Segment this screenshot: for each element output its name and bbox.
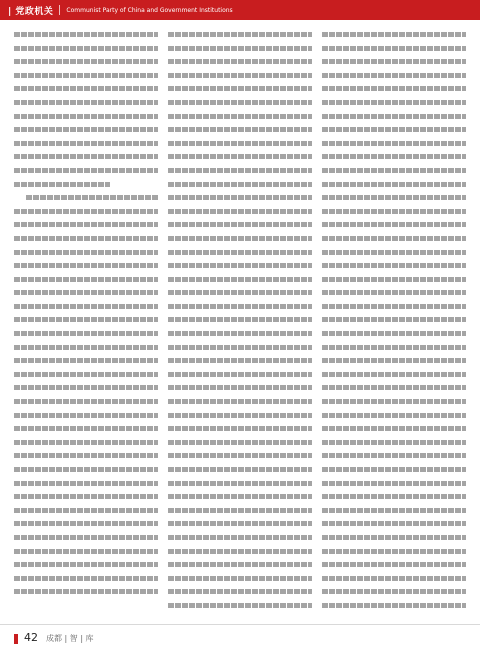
- text-column-right: [322, 28, 466, 616]
- page-footer: [0, 624, 480, 652]
- page-number: 42: [24, 631, 38, 644]
- text-column-middle: [168, 28, 312, 616]
- header-divider: [59, 5, 60, 15]
- magazine-name: 成都 | 智 | 库: [46, 634, 94, 643]
- section-subtitle: Communist Party of China and Government Institutions: [66, 6, 233, 14]
- article-body: [0, 20, 480, 624]
- text-column-left: [14, 28, 158, 616]
- section-title: | 党政机关: [8, 6, 54, 17]
- footer-accent-bar: [14, 634, 18, 644]
- page-header: [0, 0, 480, 20]
